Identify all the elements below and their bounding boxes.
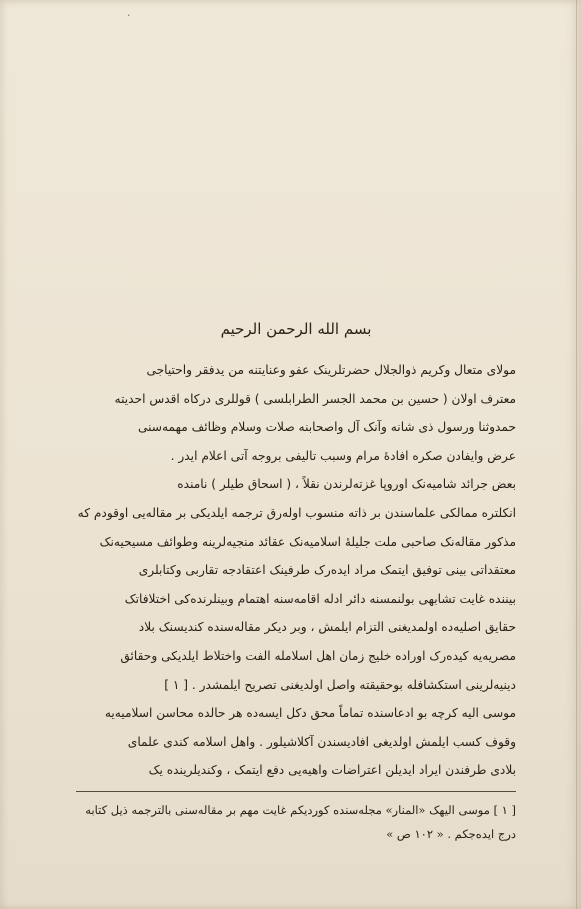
text-line: عرض وایفادن صکره افادهٔ مرام وسبب تالیفی بروجه آتی اعلام ایدر . xyxy=(170,448,516,463)
text-line: معترف اولان ( حسین بن محمد الجسر الطرابلسی ) قوللری درکاه اقدس احدیته xyxy=(114,391,516,406)
page-mark: ٠ xyxy=(126,10,132,21)
text-line: وقوف کسب ایلمش اولدیغی افادیسندن آکلاشیلور . واهل اسلامه کندی علمای xyxy=(127,734,516,749)
text-line: بیننده غایت تشابهی بولنمسنه دائر ادله اقامه‌سنه اهتمام وبینلرنده‌کی اختلافاتک xyxy=(124,591,516,606)
text-block xyxy=(76,316,516,846)
text-line: حقایق اصلیه‌ده اولمدیغنی التزام ایلمش ، وبر دیکر مقاله‌سنده کندیسنک بلاد xyxy=(138,620,516,635)
footnote-line: [ ۱ ] موسی الیهک «المنار» مجله‌سنده کوردیکم غایت مهم بر مقاله‌سنی بالترجمه ذیل کتابه xyxy=(85,802,516,817)
text-line: حمدوثنا ورسول ذی شانه وآنک آل واصحابنه صلات وسلام وظائف مهمه‌سنی xyxy=(137,420,516,435)
paragraph-1 xyxy=(76,356,516,470)
footnote-line: درج ایده‌جکم . « ۱۰۲ ص » xyxy=(386,826,516,841)
text-line: مصریه‌یه کیده‌رک اوراده خلیج زمان اهل اسلامله الفت واختلاط ایلدیکی وحقائق xyxy=(120,648,516,663)
text-line: بعض جرائد شامیه‌نک اوروپا غزته‌لرندن نقلاً ، ( اسحاق طیلر ) نامنده xyxy=(177,477,516,492)
text-line: دینیه‌لرینی استکشافله بوحقیقته واصل اولدیغنی تصریح ایلمشدر . [ ۱ ] xyxy=(164,677,516,692)
text-line: مولای متعال وکریم ذوالجلال حضرتلرینک عفو وعنایتنه من یدفقر واحتیاجی xyxy=(146,363,516,377)
basmala-heading: بسم الله الرحمن الرحيم xyxy=(220,320,372,338)
paragraph-3 xyxy=(76,699,516,785)
footnote-divider xyxy=(76,791,516,792)
text-line: معتقداتی بینی توفیق ایتمک مراد ایده‌رک طرفینک اعتقادجه تقاربی وکتابلری xyxy=(138,563,516,578)
page-edge xyxy=(576,0,577,909)
footnote xyxy=(76,798,516,846)
text-line: بلادی طرفندن ایراد ایدیلن اعتراضات واهیه‌یی دفع ایتمک ، وکندیلرینده یک xyxy=(148,763,516,778)
text-line: موسی الیه کرچه بو ادعاسنده تماماً محق دکل ایسه‌ده هر حالده محاسن اسلامیه‌یه xyxy=(104,706,516,721)
text-line: مذکور مقاله‌نک صاحبی ملت جلیلهٔ اسلامیه‌نک عقائد منجیه‌لرینه وطوائف مسیحیه‌نک xyxy=(99,534,516,549)
paragraph-2 xyxy=(76,470,516,699)
text-line: انکلتره ممالکی علماسندن بر ذاته منسوب اوله‌رق ترجمه ایلدیکی بر مقاله‌یی اوقودم که xyxy=(77,505,516,520)
